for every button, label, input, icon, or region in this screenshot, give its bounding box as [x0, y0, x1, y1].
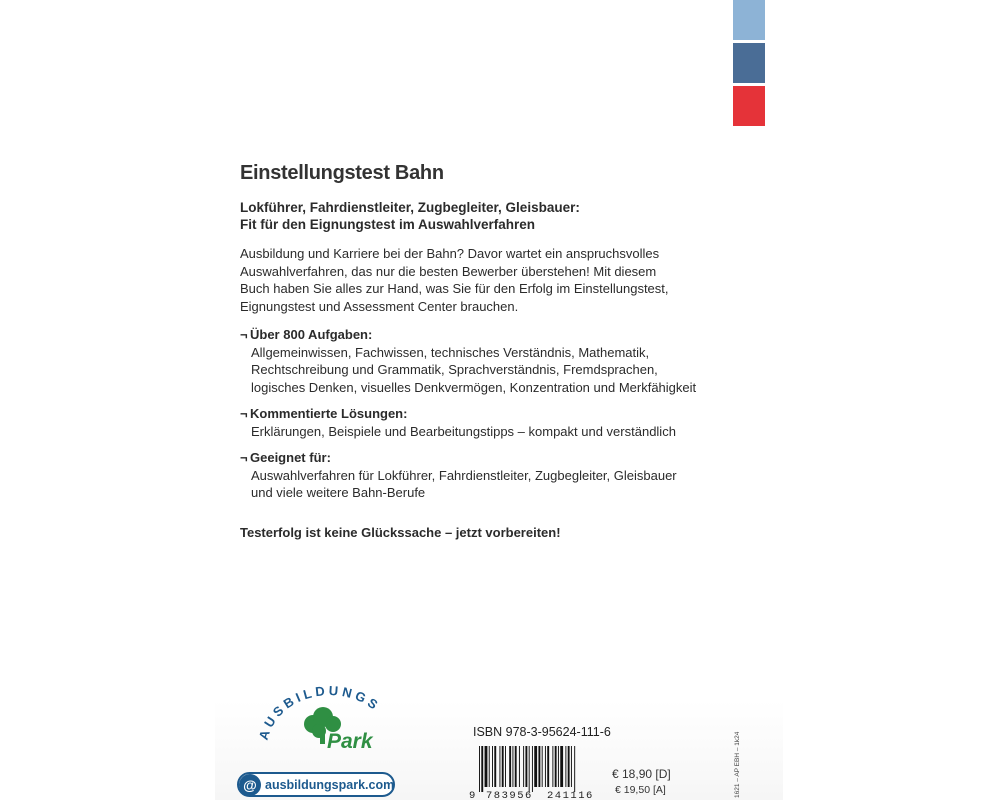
- at-icon: @: [239, 774, 261, 796]
- barcode-bar: [499, 746, 500, 787]
- book-title: Einstellungstest Bahn: [240, 162, 444, 184]
- barcode-left-digits: 783956: [486, 790, 533, 800]
- barcode-bar: [515, 746, 517, 787]
- barcode-first-digit: 9: [469, 790, 476, 800]
- barcode-bar: [571, 746, 572, 787]
- barcode-bar: [485, 746, 488, 787]
- barcode-bar: [505, 746, 506, 787]
- book-subtitle: Lokführer, Fahrdienstleiter, Zugbegleiter, Gleisbauer: Fit für den Eignungstest im Auswahlverfahren: [240, 200, 580, 232]
- intro-paragraph: Ausbildung und Karriere bei der Bahn? Davor wartet ein anspruchsvolles Auswahlverfahren, das nur die besten Bewerber überstehen! Mit diesem Buch haben Sie alles zur Hand, was Sie für den Erfolg im Einstellungstest, Eignungstest und Assessment Center brauchen.: [240, 246, 669, 314]
- price-germany: € 18,90 [D]: [612, 767, 671, 781]
- feature-body: Auswahlverfahren für Lokführer, Fahrdienstleiter, Zugbegleiter, Gleisbauer und viele weitere Bahn-Berufe: [251, 467, 677, 500]
- logo-park-text: Park: [327, 730, 373, 753]
- feature-heading: Geeignet für:: [250, 450, 331, 465]
- color-tab-red: [733, 86, 765, 126]
- color-tab-light-blue: [733, 0, 765, 40]
- feature-body: Erklärungen, Beispiele und Bearbeitungstipps – kompakt und verständlich: [251, 423, 676, 439]
- bullet-icon: ¬: [240, 406, 248, 421]
- color-tab-dark-blue: [733, 43, 765, 83]
- barcode-bar: [574, 746, 575, 792]
- barcode-bar: [532, 746, 533, 792]
- barcode-bar: [502, 746, 504, 787]
- barcode-bar: [555, 746, 557, 787]
- website-link[interactable]: [237, 772, 395, 797]
- barcode-bar: [565, 746, 566, 787]
- feature-heading: Kommentierte Lösungen:: [250, 406, 408, 421]
- barcode-right-digits: 241116: [547, 790, 594, 800]
- barcode-bar: [552, 746, 553, 787]
- website-text: ausbildungspark.com: [265, 777, 395, 792]
- barcode-bar: [558, 746, 559, 787]
- barcode-bar: [560, 746, 563, 787]
- barcode-bar: [545, 746, 546, 787]
- blurb: [240, 162, 710, 540]
- barcode-bar: [529, 746, 530, 792]
- print-code: 1621 – AP EBH – 1k24: [734, 731, 741, 798]
- barcode-bar: [509, 746, 511, 787]
- feature-tasks: [240, 326, 710, 396]
- bullet-icon: ¬: [240, 450, 248, 465]
- barcode-bar: [512, 746, 513, 787]
- ean-barcode: [469, 744, 611, 800]
- barcode-bar: [568, 746, 570, 787]
- feature-suitable-for: [240, 449, 710, 502]
- ausbildungspark-logo: [253, 686, 403, 766]
- barcode-bar: [523, 746, 524, 787]
- book-back-cover: [215, 0, 783, 800]
- barcode-bar: [492, 746, 493, 787]
- barcode-bar: [494, 746, 496, 787]
- feature-heading: Über 800 Aufgaben:: [250, 327, 373, 342]
- closing-slogan: Testerfolg ist keine Glückssache – jetzt vorbereiten!: [240, 524, 561, 540]
- logo-arc-text: AUSBILDUNGS: [255, 686, 384, 742]
- feature-body: Allgemeinwissen, Fachwissen, technisches Verständnis, Mathematik, Rechtschreibung und Grammatik, Sprachverständnis, Fremdsprachen, logisches Denken, visuelles Denkvermögen, Konzentration und Merkfähigkeit: [251, 344, 697, 395]
- bullet-icon: ¬: [240, 327, 248, 342]
- isbn-label: ISBN 978-3-95624-111-6: [473, 725, 611, 739]
- barcode-bar: [489, 746, 490, 787]
- barcode-bar: [547, 746, 549, 787]
- barcode-bar: [534, 746, 537, 787]
- price-austria: € 19,50 [A]: [615, 784, 666, 796]
- feature-solutions: [240, 405, 710, 440]
- barcode-bar: [525, 746, 527, 787]
- barcode-bar: [538, 746, 540, 787]
- barcode-bar: [479, 746, 480, 792]
- barcode-bar: [542, 746, 543, 787]
- barcode-bar: [481, 746, 483, 792]
- barcode-bar: [519, 746, 520, 787]
